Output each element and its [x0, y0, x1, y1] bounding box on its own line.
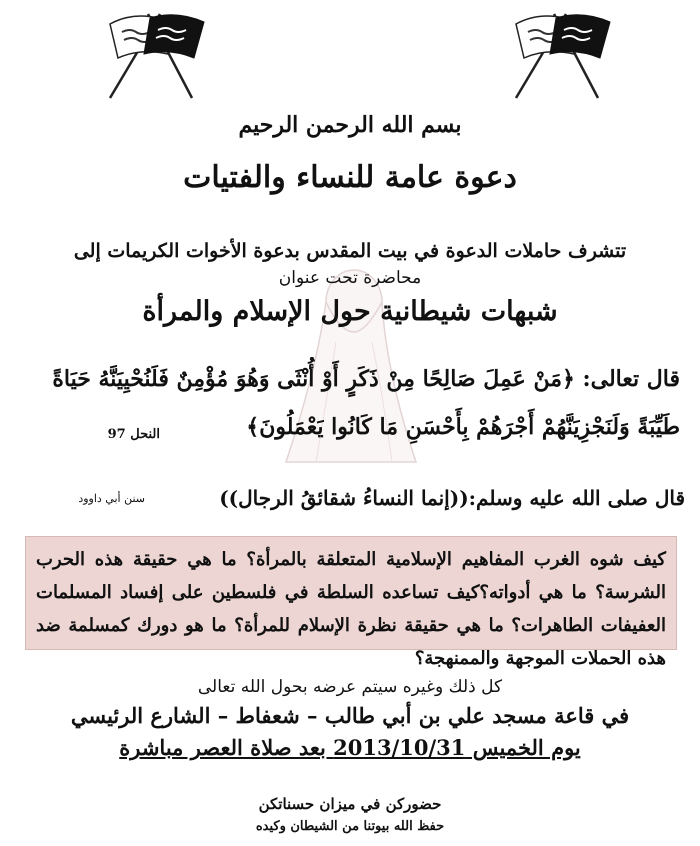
hadith-text: قال صلى الله عليه وسلم:((إنما النساءُ شقائقُ الرجال)) — [219, 486, 685, 510]
invitation-title: دعوة عامة للنساء والفتيات — [183, 160, 517, 195]
intro-line-1: تتشرف حاملات الدعوة في بيت المقدس بدعوة الأخوات الكريمات إلى — [73, 240, 627, 262]
questions-text: كيف شوه الغرب المفاهيم الإسلامية المتعلقة بالمرأة؟ ما هي حقيقة هذه الحرب الشرسة؟ ما هي أدواته؟كيف تساعده السلطة في فلسطين على إفساد المسلمات العفيفات الطاهرات؟ ما هي حقيقة نظرة الإسلام للمرأة؟ ما هو دورك كمسلمة ضد هذه الحملات الموجهة والممنهجة؟ — [36, 549, 666, 669]
closing-line-2: حفظ الله بيوتنا من الشيطان وكيده — [255, 819, 445, 834]
venue-text: في قاعة مسجد علي بن أبي طالب – شعفاط – الشارع الرئيسي — [70, 703, 630, 728]
date-underlined: يوم الخميس 2013/10/31 بعد صلاة العصر مباشرة — [119, 735, 581, 760]
date-text — [0, 735, 700, 760]
lecture-title: شبهات شيطانية حول الإسلام والمرأة — [142, 296, 558, 327]
hadith-reference: سنن أبي داوود — [78, 492, 145, 505]
questions-box — [25, 536, 677, 669]
quran-reference: النحل 97 — [107, 427, 160, 442]
intro-line-2: محاضرة تحت عنوان — [278, 268, 422, 288]
closing-line-1: حضوركن في ميزان حسناتكن — [258, 795, 442, 813]
crossed-flags-right-icon — [498, 10, 618, 100]
crossed-flags-left-icon — [92, 10, 212, 100]
presentation-note: كل ذلك وغيره سيتم عرضه بحول الله تعالى — [197, 677, 503, 697]
basmala-heading: بسم الله الرحمن الرحيم — [238, 112, 462, 138]
quran-verse-line-2: طَيِّبَةً وَلَنَجْزِيَنَّهُمْ أَجْرَهُمْ بِأَحْسَنِ مَا كَانُوا يَعْمَلُونَ﴾ — [246, 414, 680, 440]
quran-verse-line-1: قال تعالى: ﴿مَنْ عَمِلَ صَالِحًا مِنْ ذَكَرٍ أَوْ أُنْثَى وَهُوَ مُؤْمِنٌ فَلَنُحْيِيَنَّهُ حَيَاةً — [52, 366, 680, 392]
